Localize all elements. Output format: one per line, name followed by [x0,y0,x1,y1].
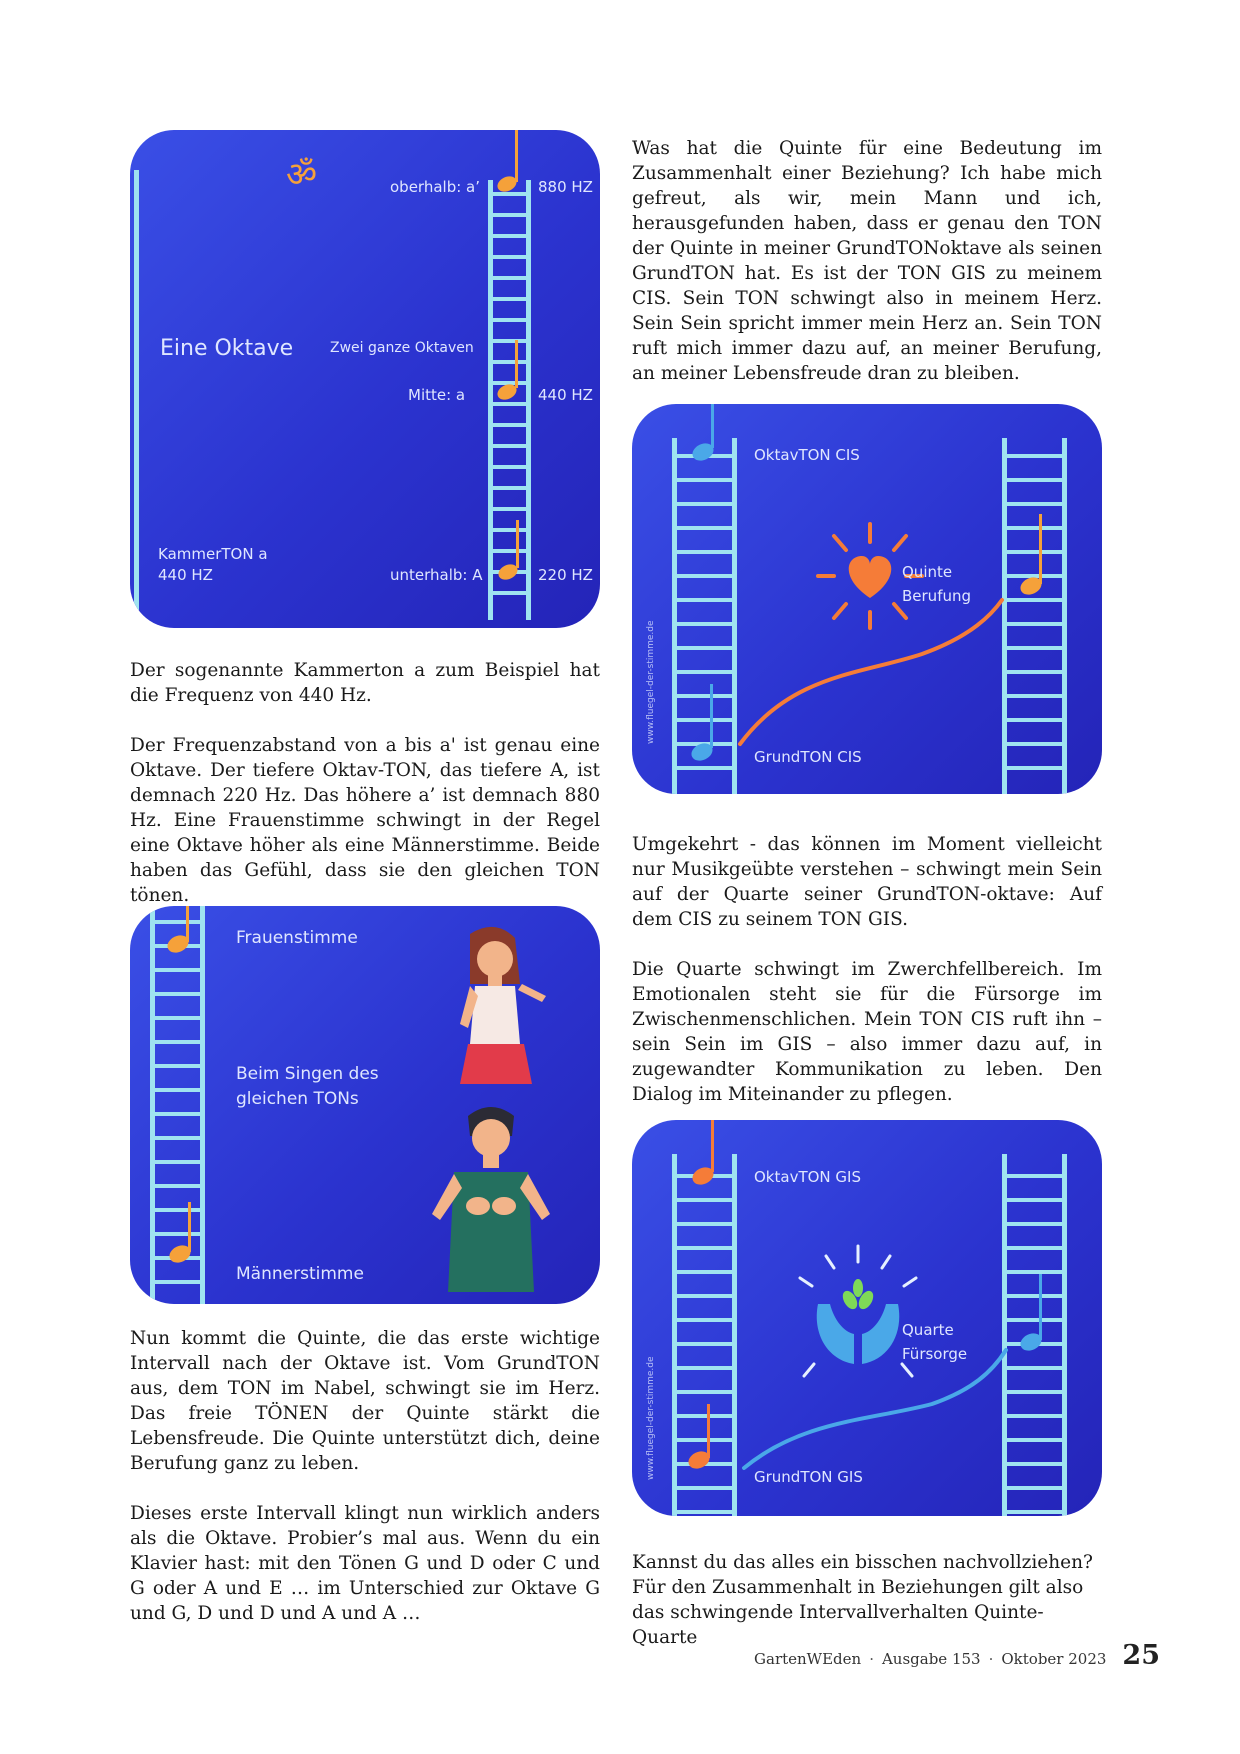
kammerton-freq: 440 HZ [158,566,213,584]
ladder-rung [488,339,531,343]
ladder-rung [1002,526,1067,530]
ladder-rung [488,234,531,238]
quinte-label [902,560,971,608]
ladder-rung [672,1390,737,1394]
label-above: oberhalb: a’ [390,178,480,196]
issue-date: Oktober 2023 [1001,1650,1107,1668]
quarte-line: Fürsorge [902,1345,968,1363]
ladder-rung [672,646,737,650]
paragraph: Der Frequenzabstand von a bis a' ist genau eine Oktave. Der tiefere Oktav-TON, das tiefere A, ist demnach 220 Hz. Das höhere a’ ist demnach 880 Hz. Eine Frauenstimme schwingt in der Regel eine Oktave höher als eine Männerstimme. Beide haben das Gefühl, dass sie den gleichen TON tönen. [130,735,600,906]
ladder-rung [672,1510,737,1514]
ladder-rung [488,549,531,553]
octav-ton-gis-label: OktavTON GIS [754,1168,861,1186]
ladder-rung [150,1208,205,1212]
ladder-rung [672,598,737,602]
ladder-rung [672,1438,737,1442]
label-below: unterhalb: A [390,566,483,584]
ladder-rung [672,1366,737,1370]
ladder-rung [488,465,531,469]
man-illustration [426,1102,556,1292]
ladder-rung [672,478,737,482]
ladder-rung [672,1246,737,1250]
ladder-rung [488,507,531,511]
singing-line: Beim Singen des [236,1064,379,1084]
paragraph: Nun kommt die Quinte, die das erste wichtige Intervall nach der Oktave ist. Vom GrundTON aus, dem TON im Nabel, schwingt sie im Herz. Das freie TÖNEN der Quinte stärkt die Lebensfreude. Die Quinte unterstützt dich, deine Berufung ganz zu leben. [130,1328,600,1474]
ladder-rung [488,486,531,490]
caring-hands-icon [800,1246,916,1376]
ladder-rung [150,1112,205,1116]
paragraph [632,1550,1102,1650]
ladder-rung [672,670,737,674]
ladder-rung [1002,1438,1067,1442]
ladder-rung [1002,742,1067,746]
ladder-rung [672,1486,737,1490]
page-footer [754,1640,1160,1671]
male-voice-label: Männerstimme [236,1264,364,1284]
ladder-rung [150,1088,205,1092]
ladder-rung [1002,670,1067,674]
separator: · [988,1650,994,1668]
left-text-block-1 [130,658,600,908]
ladder-rung [672,694,737,698]
ladder-rung [488,192,531,196]
watermark: www.fluegel-der-stimme.de [646,1356,656,1480]
figure-quarte [632,1120,1102,1516]
quinte-line: Berufung [902,587,972,605]
left-text-block-2 [130,1326,600,1626]
ladder-rung [672,622,737,626]
figure-voices [130,906,600,1304]
ladder-rung [150,920,205,924]
ladder-rung [488,528,531,532]
freq-middle: 440 HZ [538,386,593,404]
paragraph: Die Quarte schwingt im Zwerchfellbereich. Im Emotionalen steht sie für die Fürsorge im Zwischenmenschlichen. Mein TON CIS ruft ihn – sein Sein im GIS – also immer dazu auf, in zugewandter Kommunikation zu leben. Den Dialog im Miteinander zu pflegen. [632,959,1102,1105]
ladder-rung [1002,1510,1067,1514]
ladder-rung [1002,1198,1067,1202]
ladder-rung [488,255,531,259]
watermark: www.fluegel-der-stimme.de [646,620,656,744]
ladder-rung [488,444,531,448]
ladder-rung [1002,1222,1067,1226]
singing-line: gleichen TONs [236,1089,359,1109]
ladder-rung [672,1294,737,1298]
paragraph-line: Kannst du das alles ein bisschen nachvollziehen? [632,1552,1093,1573]
ladder-rung [1002,1174,1067,1178]
octav-ton-cis-label: OktavTON CIS [754,446,860,464]
paragraph-line: Für den Zusammenhalt in Beziehungen gilt also das schwingende Intervallverhalten Quinte-Quarte [632,1577,1084,1648]
ladder-rung [1002,718,1067,722]
ladder-rung [488,297,531,301]
kammerton-line: KammerTON a [158,545,268,563]
ladder-rung [150,1040,205,1044]
ladder-rung [672,1198,737,1202]
freq-below: 220 HZ [538,566,593,584]
ladder-rung [672,1270,737,1274]
issue-number: Ausgabe 153 [881,1650,981,1668]
ladder-rung [1002,1390,1067,1394]
ladder-rung [150,1016,205,1020]
ladder-rung [150,1232,205,1236]
figure-quinte [632,404,1102,794]
ladder-rung [488,213,531,217]
paragraph: Was hat die Quinte für eine Bedeutung im Zusammenhalt einer Beziehung? Ich habe mich gefreut, als wir, mein Mann und ich, herausgefunden haben, dass er genau den TON der Quinte in meiner GrundTONoktave als seinen GrundTON hat. Es ist der TON GIS zu meinem CIS. Sein TON schwingt also in meinem Herz. Sein Sein spricht immer mein Herz an. Sein TON ruft mich immer dazu auf, an meiner Berufung, an meiner Lebensfreude dran zu bleiben. [632,138,1102,384]
female-voice-label: Frauenstimme [236,928,358,948]
ladder-rung [1002,1270,1067,1274]
ladder-rung [672,574,737,578]
ladder-rung [488,591,531,595]
ladder-rung [150,1184,205,1188]
ladder-rung [1002,574,1067,578]
ladder-rung [1002,1486,1067,1490]
ladder-rung [1002,694,1067,698]
paragraph: Dieses erste Intervall klingt nun wirklich anders als die Oktave. Probier’s mal aus. Wenn du ein Klavier hast: mit den Tönen G und D oder C und G oder A und E … im Unterschied zur Oktave G und G, D und D und A und A … [130,1503,600,1624]
right-text-block-1 [632,136,1102,386]
ladder-rung [150,1136,205,1140]
ladder-rung [1002,550,1067,554]
ladder-rung [672,1222,737,1226]
grund-ton-cis-label: GrundTON CIS [754,748,862,766]
singing-label [236,1062,379,1112]
ladder-rung [672,766,737,770]
woman-illustration [440,924,550,1084]
ladder-rung [1002,454,1067,458]
ladder-rung [150,992,205,996]
right-text-block-3 [632,1550,1102,1650]
magazine-name: GartenWEden [754,1650,862,1668]
quarte-label [902,1318,967,1366]
quinte-line: Quinte [902,563,953,581]
ladder-rung [1002,1246,1067,1250]
ladder-rung [1002,1462,1067,1466]
ladder-rung [1002,1294,1067,1298]
ladder-rung [1002,478,1067,482]
ladder-rung [1002,1366,1067,1370]
grund-ton-gis-label: GrundTON GIS [754,1468,863,1486]
ladder-rung [672,526,737,530]
ladder-rung [488,276,531,280]
ladder-rung [1002,766,1067,770]
ladder-rung [488,318,531,322]
paragraph: Umgekehrt - das können im Moment vielleicht nur Musikgeübte verstehen – schwingt mein Sein auf der Quarte seiner GrundTON-oktave: Auf dem CIS zu seinem TON GIS. [632,834,1102,930]
ladder-rung [1002,622,1067,626]
om-symbol: ॐ [286,155,318,195]
right-text-block-2 [632,832,1102,1107]
quarte-graphic [632,1120,1102,1516]
ladder-rung [1002,1414,1067,1418]
freq-above: 880 HZ [538,178,593,196]
quinte-graphic [632,404,1102,794]
ladder-rung [150,1280,205,1284]
ladder-rung [1002,598,1067,602]
quarte-line: Quarte [902,1321,954,1339]
ladder-rung [150,968,205,972]
octave-title: Eine Oktave [160,336,294,361]
ladder-rung [672,502,737,506]
page-number: 25 [1122,1640,1160,1671]
ladder-rung [488,360,531,364]
ladder-rung [672,718,737,722]
ladder-rung [672,1318,737,1322]
ladder-rung [1002,646,1067,650]
separator: · [869,1650,874,1668]
octave-subtitle: Zwei ganze Oktaven [330,340,474,356]
ladder-rung [488,423,531,427]
ladder-rung [672,550,737,554]
ladder-rung [672,1342,737,1346]
ladder-rung [150,1064,205,1068]
figure-octave [130,130,600,628]
paragraph: Der sogenannte Kammerton a zum Beispiel hat die Frequenz von 440 Hz. [130,660,600,706]
ladder-rung [1002,1318,1067,1322]
ladder-rung [672,1414,737,1418]
ladder-rung [1002,502,1067,506]
ladder-rung [150,1160,205,1164]
ladder-rung [488,402,531,406]
label-middle: Mitte: a [408,386,466,404]
kammerton-label [158,544,268,586]
